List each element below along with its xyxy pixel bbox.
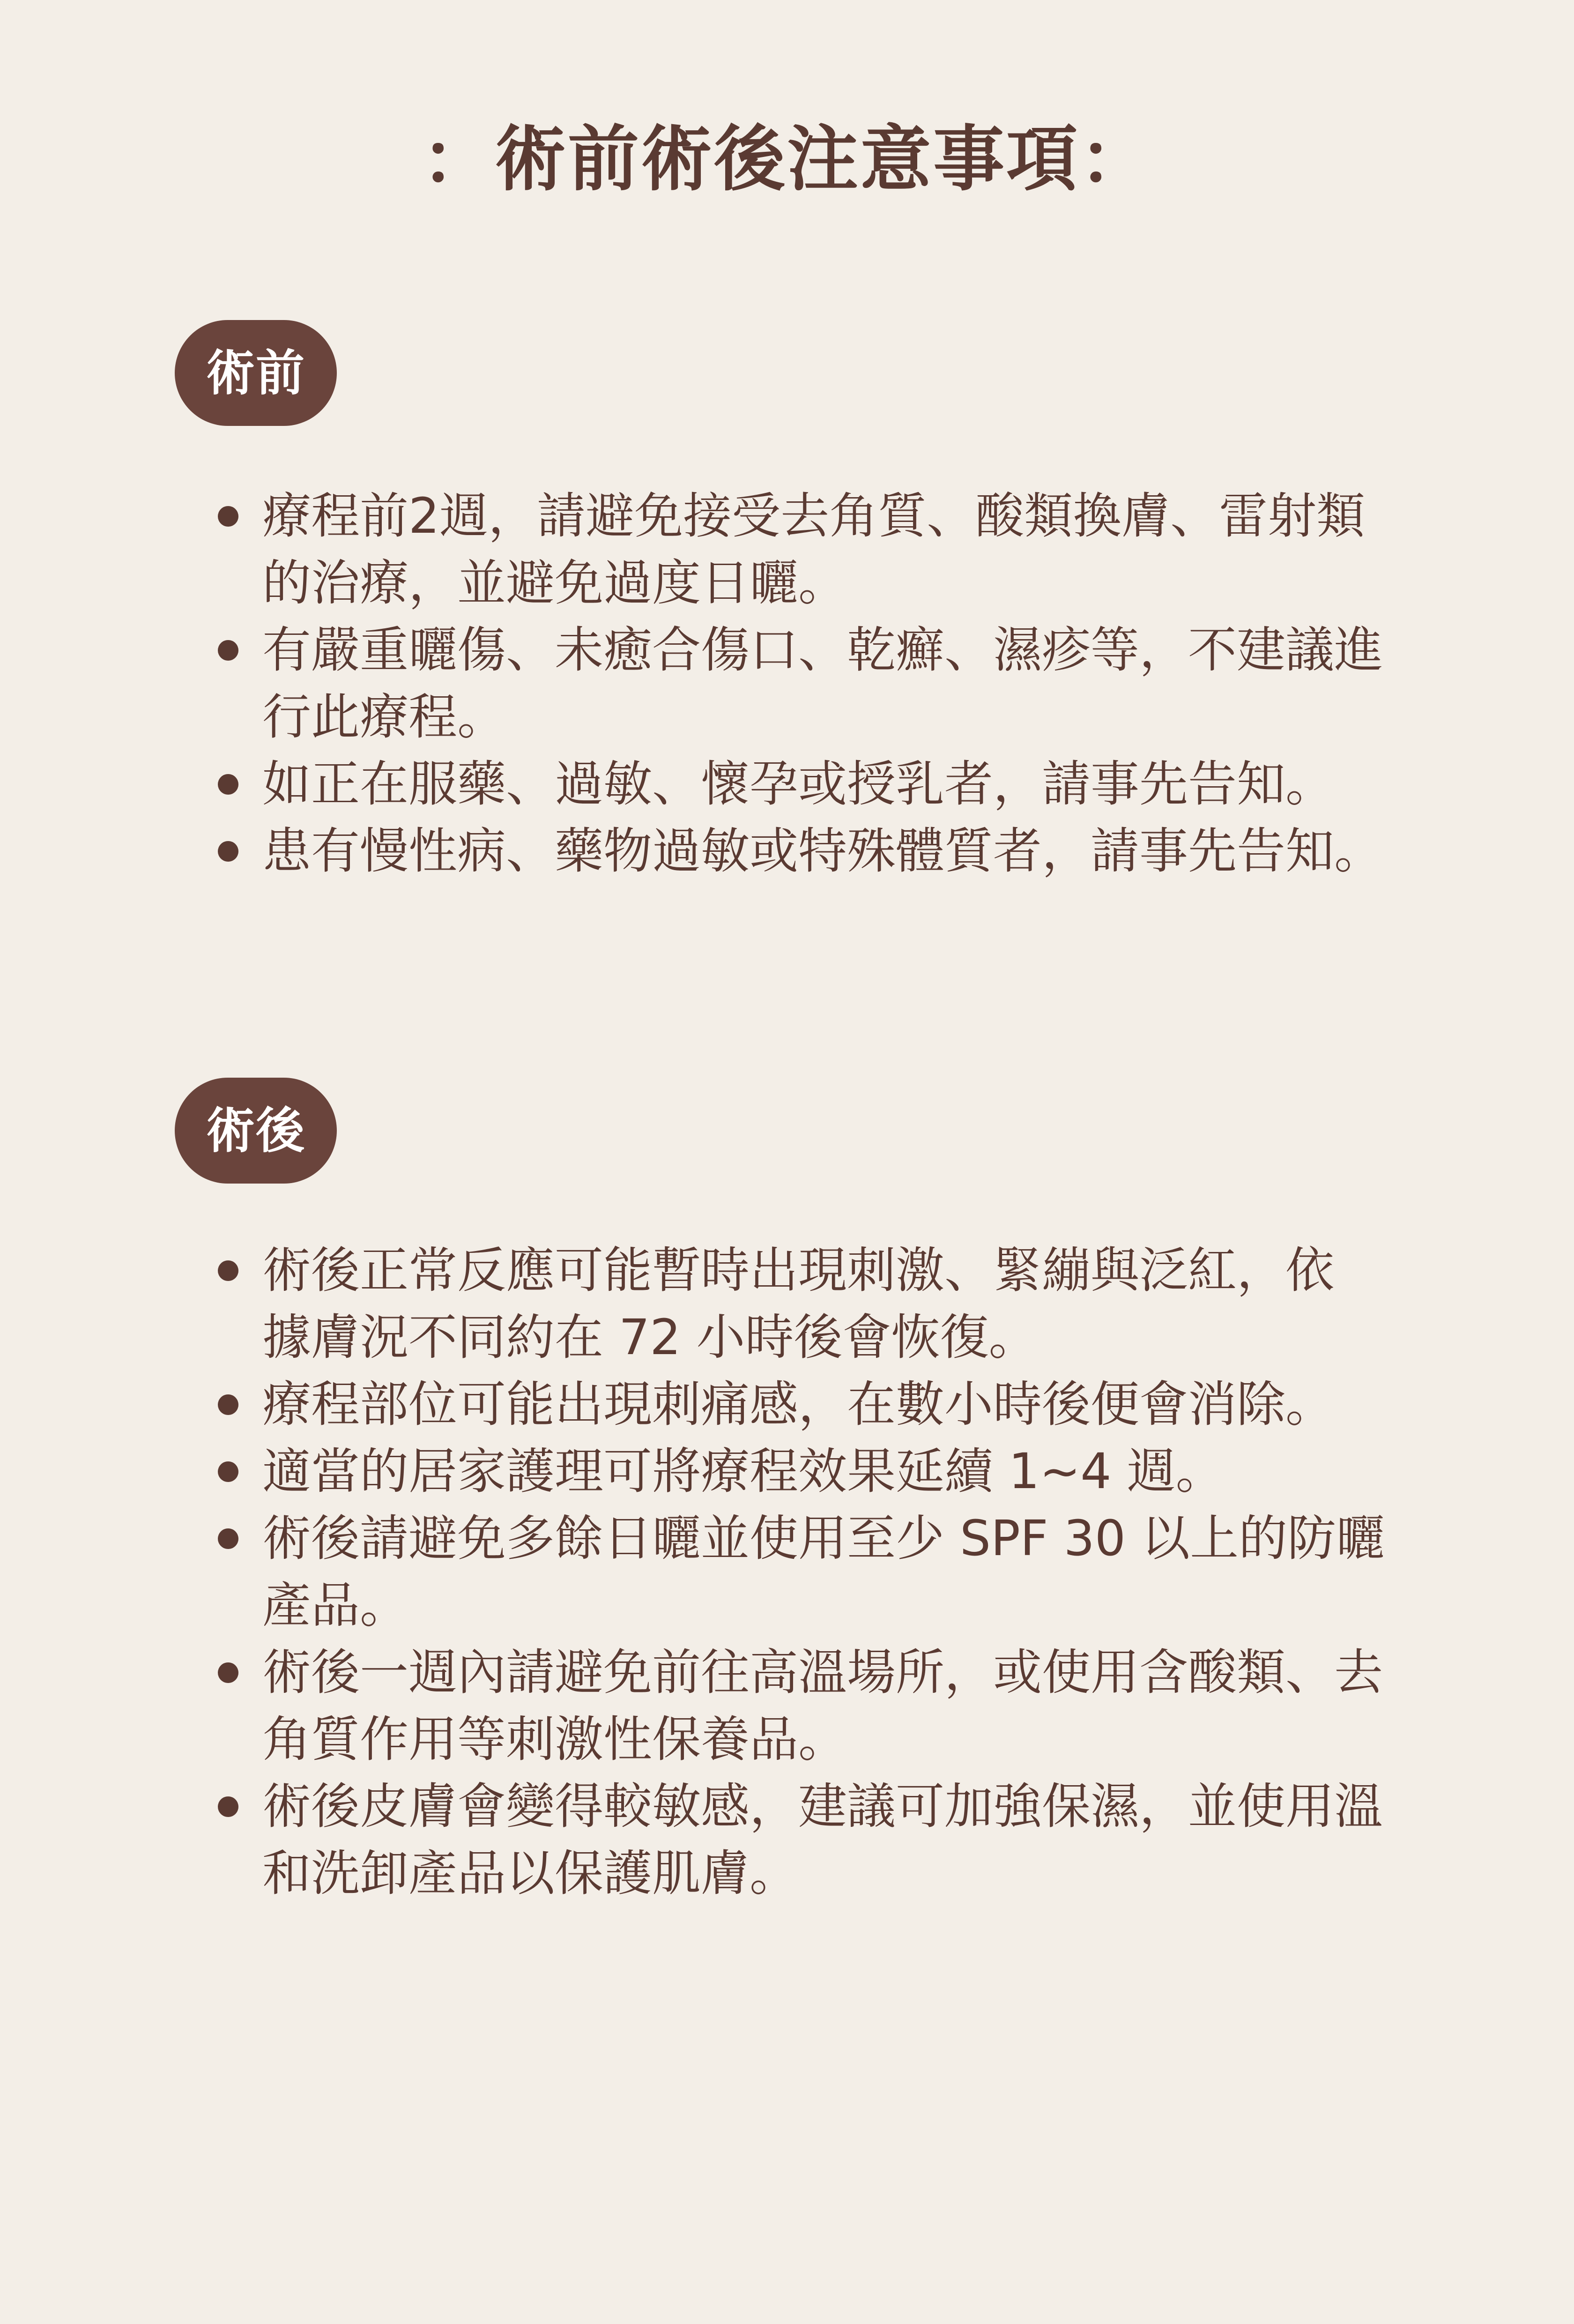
pre-treatment-list bbox=[0, 483, 1574, 885]
page-title: ：術前術後注意事項： bbox=[422, 118, 1152, 201]
pre-treatment-badge: 術前 bbox=[175, 320, 337, 426]
bullet-icon bbox=[218, 506, 238, 527]
bullet-icon bbox=[218, 640, 238, 661]
bullet-icon bbox=[218, 1394, 238, 1415]
list-item bbox=[0, 1237, 1574, 1371]
list-item bbox=[0, 751, 1574, 818]
list-item-text: 術後皮膚會變得較敏感，建議可加強保濕，並使用溫 和洗卸產品以保護肌膚。 bbox=[262, 1778, 1383, 1902]
bullet-icon bbox=[218, 1260, 238, 1281]
list-item-text: 療程前2週，請避免接受去角質、酸類換膚、雷射類 的治療，並避免過度日曬。 bbox=[262, 487, 1366, 611]
bullet-icon bbox=[218, 841, 238, 862]
list-item bbox=[0, 818, 1574, 885]
bullet-icon bbox=[218, 1461, 238, 1482]
list-item-text: 療程部位可能出現刺痛感，在數小時後便會消除。 bbox=[262, 1376, 1335, 1433]
list-item bbox=[0, 483, 1574, 617]
list-item bbox=[0, 1773, 1574, 1907]
list-item bbox=[0, 1371, 1574, 1438]
list-item bbox=[0, 1639, 1574, 1773]
post-treatment-list bbox=[0, 1237, 1574, 1907]
list-item-text: 術後正常反應可能暫時出現刺激、緊繃與泛紅，依 據膚況不同約在 72 小時後會恢復。 bbox=[262, 1242, 1335, 1366]
post-treatment-badge: 術後 bbox=[175, 1078, 337, 1184]
bullet-icon bbox=[218, 1528, 238, 1549]
list-item bbox=[0, 1505, 1574, 1639]
bullet-icon bbox=[218, 774, 238, 795]
list-item-text: 患有慢性病、藥物過敏或特殊體質者，請事先告知。 bbox=[262, 822, 1383, 879]
list-item-text: 適當的居家護理可將療程效果延續 1~4 週。 bbox=[262, 1443, 1225, 1500]
list-item-text: 有嚴重曬傷、未癒合傷口、乾癬、濕疹等，不建議進 行此療程。 bbox=[262, 621, 1383, 745]
list-item bbox=[0, 1438, 1574, 1505]
list-item-text: 如正在服藥、過敏、懷孕或授乳者，請事先告知。 bbox=[262, 755, 1335, 812]
bullet-icon bbox=[218, 1662, 238, 1683]
list-item-text: 術後請避免多餘日曬並使用至少 SPF 30 以上的防曬 產品。 bbox=[262, 1510, 1385, 1634]
list-item-text: 術後一週內請避免前往高溫場所，或使用含酸類、去 角質作用等刺激性保養品。 bbox=[262, 1644, 1383, 1768]
list-item bbox=[0, 617, 1574, 751]
bullet-icon bbox=[218, 1796, 238, 1817]
